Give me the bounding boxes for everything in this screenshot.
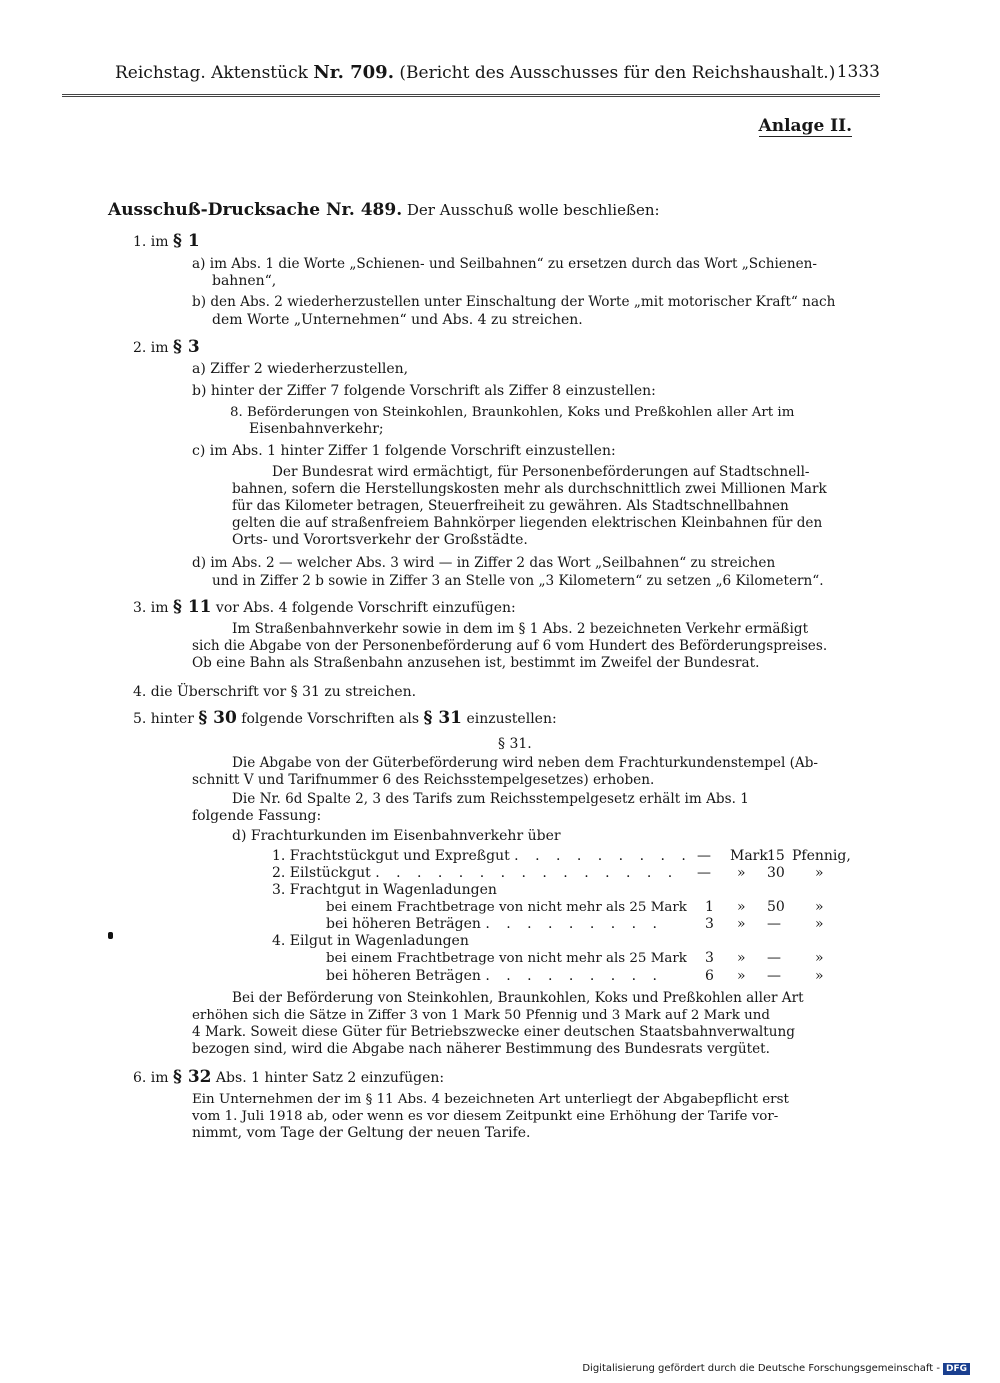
item-2c-line-5: Orts- und Vorortsverkehr der Großstädte. xyxy=(232,532,528,548)
tariff-mark-unit: » xyxy=(737,968,746,984)
intro-line: Ausschuß-Drucksache Nr. 489. Der Ausschuß wolle beschließen: xyxy=(108,200,660,220)
item-6-line-1: Ein Unternehmen der im § 11 Abs. 4 bezeichneten Art unterliegt der Abgabepflicht erst xyxy=(192,1092,789,1107)
item-5-para-3-line-2: erhöhen sich die Sätze in Ziffer 3 von 1 Mark 50 Pfennig und 3 Mark auf 2 Mark und xyxy=(192,1008,770,1023)
tariff-mark: 6 xyxy=(705,968,714,984)
tariff-pfennig: — xyxy=(767,968,781,984)
item-5-para-2-line-1: Die Nr. 6d Spalte 2, 3 des Tarifs zum Reichsstempelgesetz erhält im Abs. 1 xyxy=(232,791,749,807)
dfg-logo: DFG xyxy=(943,1363,970,1375)
tariff-pfennig-unit: » xyxy=(815,968,824,984)
tariff-row: bei höheren Beträgen . . . . . . . . . xyxy=(326,916,663,932)
tariff-mark-unit: » xyxy=(737,916,746,932)
item-5-para-3-line-1: Bei der Beförderung von Steinkohlen, Braunkohlen, Koks und Preßkohlen aller Art xyxy=(232,990,804,1006)
item-1b-line-1: b) den Abs. 2 wiederherzustellen unter Einschaltung der Worte „mit motorischer Kraft“ nach xyxy=(192,294,836,310)
item-6-line-2: vom 1. Juli 1918 ab, oder wenn es vor diesem Zeitpunkt eine Erhöhung der Tarife vor- xyxy=(192,1109,779,1124)
tariff-mark: — xyxy=(697,848,711,864)
tariff-pfennig: 15 xyxy=(767,848,785,864)
item-5-heading: 5. hinter § 30 folgende Vorschriften als § 31 einzustellen: xyxy=(133,708,557,728)
tariff-pfennig-unit: » xyxy=(815,916,824,932)
tariff-pfennig-unit: » xyxy=(815,950,824,966)
item-1a-line-1: a) im Abs. 1 die Worte „Schienen- und Seilbahnen“ zu ersetzen durch das Wort „Schienen- xyxy=(192,256,817,272)
item-2-heading: 2. im § 3 xyxy=(133,337,200,357)
item-3-line-1: Im Straßenbahnverkehr sowie in dem im § 1 Abs. 2 bezeichneten Verkehr ermäßigt xyxy=(232,621,809,637)
tariff-pfennig-unit: » xyxy=(815,865,824,881)
tariff-row: 2. Eilstückgut . . . . . . . . . . . . . . . xyxy=(272,865,679,881)
item-6-heading: 6. im § 32 Abs. 1 hinter Satz 2 einzufügen: xyxy=(133,1067,445,1087)
item-5-para-2-line-2: folgende Fassung: xyxy=(192,808,322,824)
tariff-pfennig: — xyxy=(767,916,781,932)
item-1a-line-2: bahnen“, xyxy=(212,273,277,289)
item-5-para-3-line-3: 4 Mark. Soweit diese Güter für Betriebszwecke einer deutschen Staatsbahnverwaltung xyxy=(192,1024,795,1040)
tariff-mark: 1 xyxy=(705,899,714,915)
tariff-mark: 3 xyxy=(705,950,714,966)
tariff-pfennig-unit: Pfennig, xyxy=(792,848,851,864)
section-31-heading: § 31. xyxy=(498,736,532,752)
tariff-row: bei höheren Beträgen . . . . . . . . . xyxy=(326,968,663,984)
item-2b-8-line-1: 8. Beförderungen von Steinkohlen, Braunkohlen, Koks und Preßkohlen aller Art im xyxy=(230,405,795,420)
tariff-row: 1. Frachtstückgut und Expreßgut . . . . . . . . . xyxy=(272,848,692,864)
tariff-mark-unit: » xyxy=(737,865,746,881)
appendix-label: Anlage II. xyxy=(758,116,852,136)
header-title: Reichstag. Aktenstück Nr. 709. (Bericht des Ausschusses für den Reichshaushalt.) xyxy=(115,62,836,83)
tariff-mark-unit: » xyxy=(737,950,746,966)
item-3-line-2: sich die Abgabe von der Personenbeförderung auf 6 vom Hundert des Beförderungspreises. xyxy=(192,638,828,654)
tariff-heading: d) Frachturkunden im Eisenbahnverkehr über xyxy=(232,828,561,844)
item-6-line-3: nimmt, vom Tage der Geltung der neuen Tarife. xyxy=(192,1125,531,1141)
item-2c-line-3: für das Kilometer betragen, Steuerfreiheit zu gewähren. Als Stadtschnellbahnen xyxy=(232,498,789,514)
item-1b-line-2: dem Worte „Unternehmen“ und Abs. 4 zu streichen. xyxy=(212,312,583,328)
item-4: 4. die Überschrift vor § 31 zu streichen. xyxy=(133,684,417,700)
running-header xyxy=(115,62,880,92)
ink-spot xyxy=(108,932,113,939)
item-5-para-1-line-2: schnitt V und Tarifnummer 6 des Reichsstempelgesetzes) erhoben. xyxy=(192,772,655,788)
item-3-line-3: Ob eine Bahn als Straßenbahn anzusehen ist, bestimmt im Zweifel der Bundesrat. xyxy=(192,655,760,671)
item-1-heading: 1. im § 1 xyxy=(133,231,200,251)
intro-title: Ausschuß-Drucksache Nr. 489. xyxy=(108,200,403,220)
tariff-mark: — xyxy=(697,865,711,881)
item-2c-line-2: bahnen, sofern die Herstellungskosten mehr als durchschnittlich zwei Millionen Mark xyxy=(232,481,827,497)
tariff-row: 3. Frachtgut in Wagenladungen xyxy=(272,882,497,898)
tariff-row: bei einem Frachtbetrage von nicht mehr als 25 Mark xyxy=(326,951,687,966)
tariff-pfennig-unit: » xyxy=(815,899,824,915)
item-2a: a) Ziffer 2 wiederherzustellen, xyxy=(192,361,409,377)
tariff-row: 4. Eilgut in Wagenladungen xyxy=(272,933,469,949)
item-2c-line-1: Der Bundesrat wird ermächtigt, für Personenbeförderungen auf Stadtschnell- xyxy=(272,464,810,480)
tariff-pfennig: — xyxy=(767,950,781,966)
tariff-mark: 3 xyxy=(705,916,714,932)
tariff-mark-unit: » xyxy=(737,899,746,915)
tariff-pfennig: 50 xyxy=(767,899,785,915)
item-3-heading: 3. im § 11 vor Abs. 4 folgende Vorschrift einzufügen: xyxy=(133,597,516,617)
tariff-pfennig: 30 xyxy=(767,865,785,881)
item-2d-line-1: d) im Abs. 2 — welcher Abs. 3 wird — in Ziffer 2 das Wort „Seilbahnen“ zu streichen xyxy=(192,555,776,571)
header-rule xyxy=(62,94,880,97)
item-5-para-3-line-4: bezogen sind, wird die Abgabe nach näherer Bestimmung des Bundesrats vergütet. xyxy=(192,1041,770,1057)
page-number: 1333 xyxy=(836,62,880,82)
item-2c-line-4: gelten die auf straßenfreiem Bahnkörper liegenden elektrischen Kleinbahnen für den xyxy=(232,515,823,531)
item-2b: b) hinter der Ziffer 7 folgende Vorschrift als Ziffer 8 einzustellen: xyxy=(192,383,656,399)
item-5-para-1-line-1: Die Abgabe von der Güterbeförderung wird neben dem Frachturkundenstempel (Ab- xyxy=(232,755,819,771)
item-2b-8-line-2: Eisenbahnverkehr; xyxy=(249,421,384,437)
item-2c: c) im Abs. 1 hinter Ziffer 1 folgende Vorschrift einzustellen: xyxy=(192,443,616,459)
header-document-number: Nr. 709. xyxy=(313,62,394,83)
tariff-row: bei einem Frachtbetrage von nicht mehr als 25 Mark xyxy=(326,900,687,915)
digitization-footer: Digitalisierung gefördert durch die Deutsche Forschungsgemeinschaft - DFG xyxy=(582,1363,970,1375)
tariff-mark-unit: Mark xyxy=(730,848,768,864)
item-2d-line-2: und in Ziffer 2 b sowie in Ziffer 3 an Stelle von „3 Kilometern“ zu setzen „6 Kilometern“. xyxy=(212,573,824,589)
